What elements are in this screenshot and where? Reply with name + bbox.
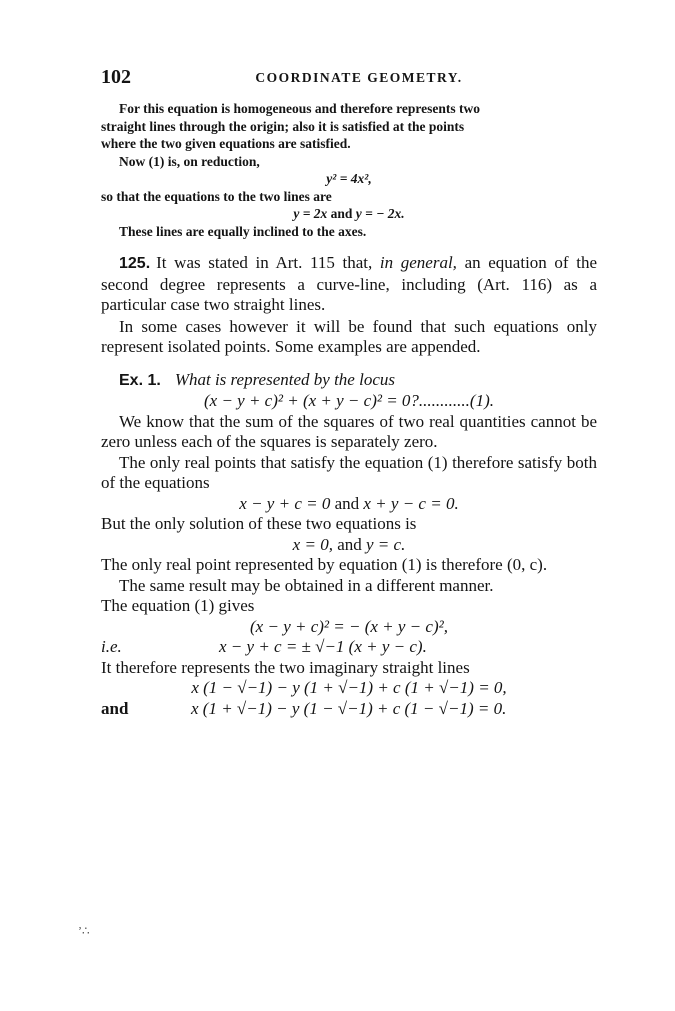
- ex1-para-6: The equation (1) gives: [101, 596, 255, 615]
- ex1-para-1: We know that the sum of the squares of two real quantities cannot be zero unless each of the squares is separately zero.: [101, 411, 597, 451]
- ex1-para-5: The same result may be obtained in a different manner.: [119, 575, 494, 595]
- art125-text: It was stated in Art. 115 that,: [156, 253, 380, 272]
- ex1-para-3: But the only solution of these two equations is: [101, 514, 417, 533]
- article-125: [101, 253, 597, 358]
- small-line-3: where the two given equations are satisfied.: [101, 136, 351, 151]
- equation-pair-and: and: [330, 493, 364, 513]
- equation-pair: [101, 494, 597, 515]
- equation-two-lines: [101, 205, 597, 223]
- equation-imaginary: x − y + c = ± √−1 (x + y − c).: [219, 637, 427, 656]
- page-number: 102: [101, 66, 131, 88]
- equation-solution: [101, 535, 597, 556]
- example-1: [101, 370, 597, 720]
- and-label: and: [101, 698, 129, 718]
- equation-and-row: [101, 699, 597, 720]
- equation-and: and: [327, 206, 356, 221]
- ex1-para-7: It therefore represents the two imaginary straight lines: [101, 657, 470, 677]
- small-line-5: so that the equations to the two lines are: [101, 188, 332, 204]
- footer-mark: ʼ∴: [78, 924, 90, 938]
- ex1-para-2: The only real points that satisfy the equation (1) therefore satisfy both of the equations: [101, 452, 597, 492]
- example-label: Ex. 1.: [119, 371, 161, 389]
- art125-rest: an equation of the second degree represents a curve-line, including (Art. 116) as a particular case two straight lines.: [101, 253, 597, 314]
- small-print-block: [101, 100, 597, 240]
- equation-line-2: x (1 + √−1) − y (1 − √−1) + c (1 − √−1) = 0.: [191, 698, 507, 718]
- equation-line-b: y = − 2x.: [355, 206, 405, 221]
- ex1-para-4: The only real point represented by equation (1) is therefore (0, c).: [101, 555, 548, 574]
- equation-line-1: x (1 − √−1) − y (1 + √−1) + c (1 + √−1) = 0,: [191, 678, 507, 697]
- small-line-6: These lines are equally inclined to the axes.: [119, 223, 367, 239]
- solution-a: x = 0,: [292, 534, 333, 554]
- equation-line-a: y = 2x: [293, 206, 328, 221]
- equation-pair-b: x + y − c = 0.: [363, 493, 459, 513]
- solution-b: y = c.: [366, 534, 406, 554]
- art125-italic: in general,: [379, 253, 457, 272]
- equation-y-squared: y² = 4x²,: [326, 171, 372, 186]
- equation-ie-row: [101, 637, 597, 658]
- ex1-question: What is represented by the locus: [174, 369, 395, 389]
- small-line-1: For this equation is homogeneous and therefore represents two: [119, 101, 480, 116]
- solution-and: and: [332, 534, 366, 554]
- art125-para-1: [101, 253, 597, 316]
- small-line-4: Now (1) is, on reduction,: [119, 153, 260, 169]
- small-line-2: straight lines through the origin; also it is satisfied at the points: [101, 118, 465, 134]
- page-content: [101, 100, 597, 719]
- equation-pair-a: x − y + c = 0: [239, 493, 331, 513]
- ie-label: i.e.: [101, 637, 122, 656]
- page-header: [101, 66, 597, 92]
- ex1-heading: [101, 370, 597, 392]
- equation-locus: (x − y + c)² + (x + y − c)² = 0?............(1).: [203, 391, 494, 410]
- running-title: COORDINATE GEOMETRY.: [255, 70, 463, 85]
- article-number: 125.: [119, 255, 151, 272]
- art125-para-2: In some cases however it will be found that such equations only represent isolated points. Some examples are appended.: [101, 316, 597, 356]
- equation-squares: (x − y + c)² = − (x + y − c)²,: [250, 616, 448, 636]
